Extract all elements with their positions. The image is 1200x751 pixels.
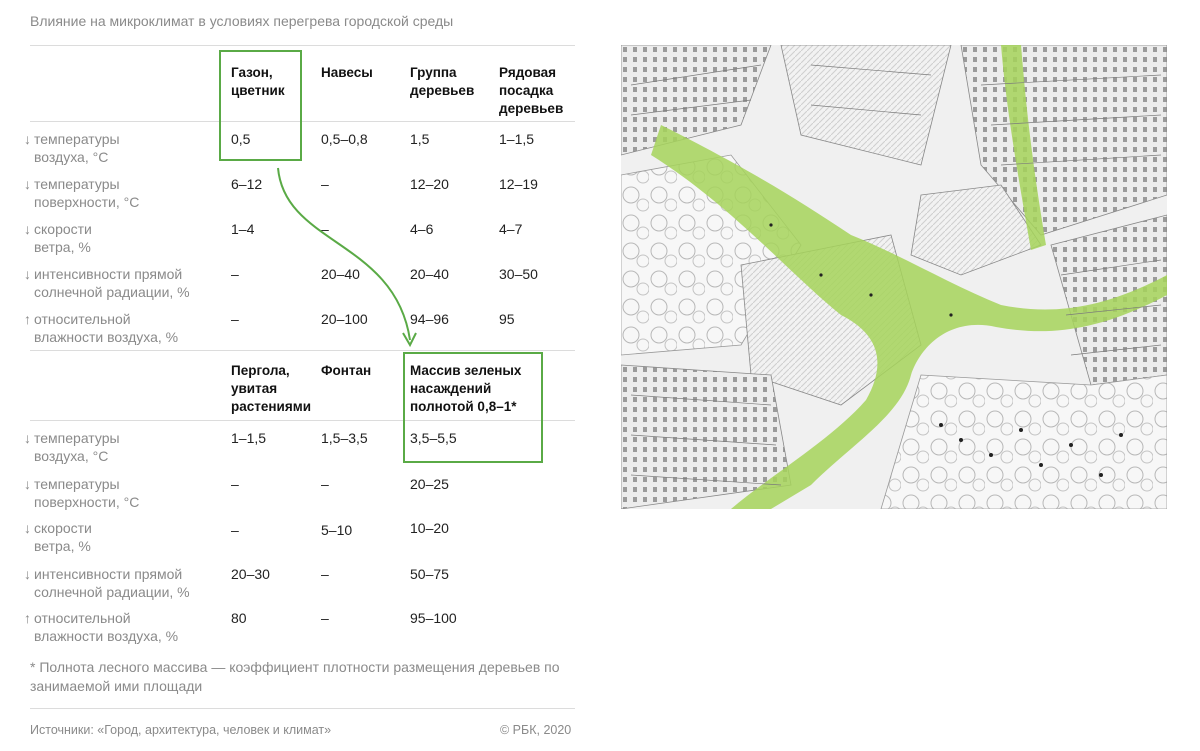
header-fountain: Фонтан — [321, 363, 372, 378]
divider — [30, 708, 575, 709]
connector-arrow — [0, 0, 600, 380]
header-green-massif: Массив зеленых насаждений полнотой 0,8–1* — [410, 363, 522, 414]
header-tree-group: Группа деревьев — [410, 65, 475, 98]
source-note: Источники: «Город, архитектура, человек и климат» — [30, 723, 332, 737]
header-pergola: Пергола, увитая растениями — [231, 363, 311, 414]
header-tree-row: Рядовая посадка деревьев — [499, 65, 564, 116]
footnote: * Полнота лесного массива — коэффициент плотности размещения деревьев по занимаемой ими площади — [30, 659, 560, 694]
copyright: © РБК, 2020 — [500, 723, 572, 737]
header-canopies: Навесы — [321, 65, 373, 80]
chart-title: Влияние на микроклимат в условиях перегрева городской среды — [30, 13, 454, 29]
city-illustration — [621, 45, 1167, 509]
header-lawn: Газон, цветник — [231, 65, 285, 98]
